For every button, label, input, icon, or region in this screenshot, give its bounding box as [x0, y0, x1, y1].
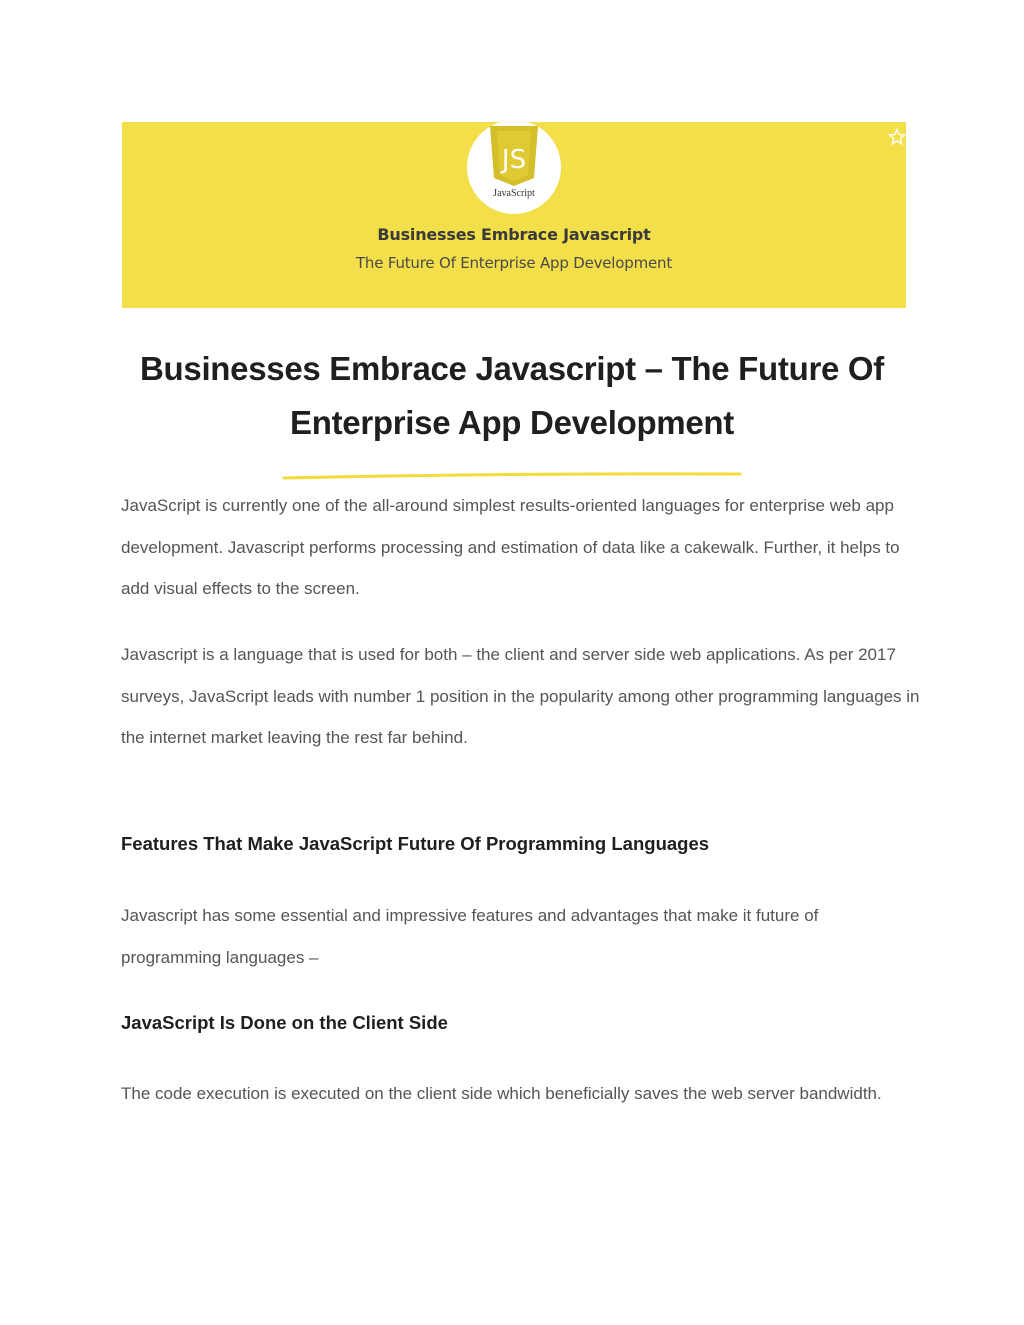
section-heading-client-side: JavaScript Is Done on the Client Side — [121, 1012, 448, 1033]
paragraph-usage: Javascript is a language that is used for both – the client and server side web applications. As per 2017 surveys, JavaScript leads with number 1 position in the popularity among other programming languages in the internet market leaving the rest far behind. — [121, 645, 920, 747]
javascript-logo — [467, 120, 561, 214]
paragraph-intro: JavaScript is currently one of the all-around simplest results-oriented languages for enterprise web app development. Javascript performs processing and estimation of data like a cakewalk. Further, it helps to add visual effects to the screen. — [121, 496, 900, 598]
paragraph-client-side: The code execution is executed on the client side which beneficially saves the web server bandwidth. — [121, 1084, 882, 1103]
banner-subtitle: The Future Of Enterprise App Development — [355, 254, 673, 272]
logo-caption: JavaScript — [493, 188, 535, 199]
banner-title: Businesses Embrace Javascript — [377, 225, 651, 244]
paragraph-features: Javascript has some essential and impressive features and advantages that make it future of programming languages – — [121, 906, 819, 967]
section-heading-features: Features That Make JavaScript Future Of Programming Languages — [121, 833, 710, 854]
article-title — [110, 342, 914, 450]
hero-banner — [122, 122, 906, 308]
js-shield-icon — [467, 120, 561, 214]
article-title-line-2: Enterprise App Development — [290, 404, 734, 441]
article-title-line-1: Businesses Embrace Javascript – The Future Of — [140, 350, 884, 387]
title-underline — [282, 470, 742, 482]
js-logo-letters: JS — [501, 145, 527, 175]
bookmark-star-icon[interactable] — [888, 128, 906, 146]
